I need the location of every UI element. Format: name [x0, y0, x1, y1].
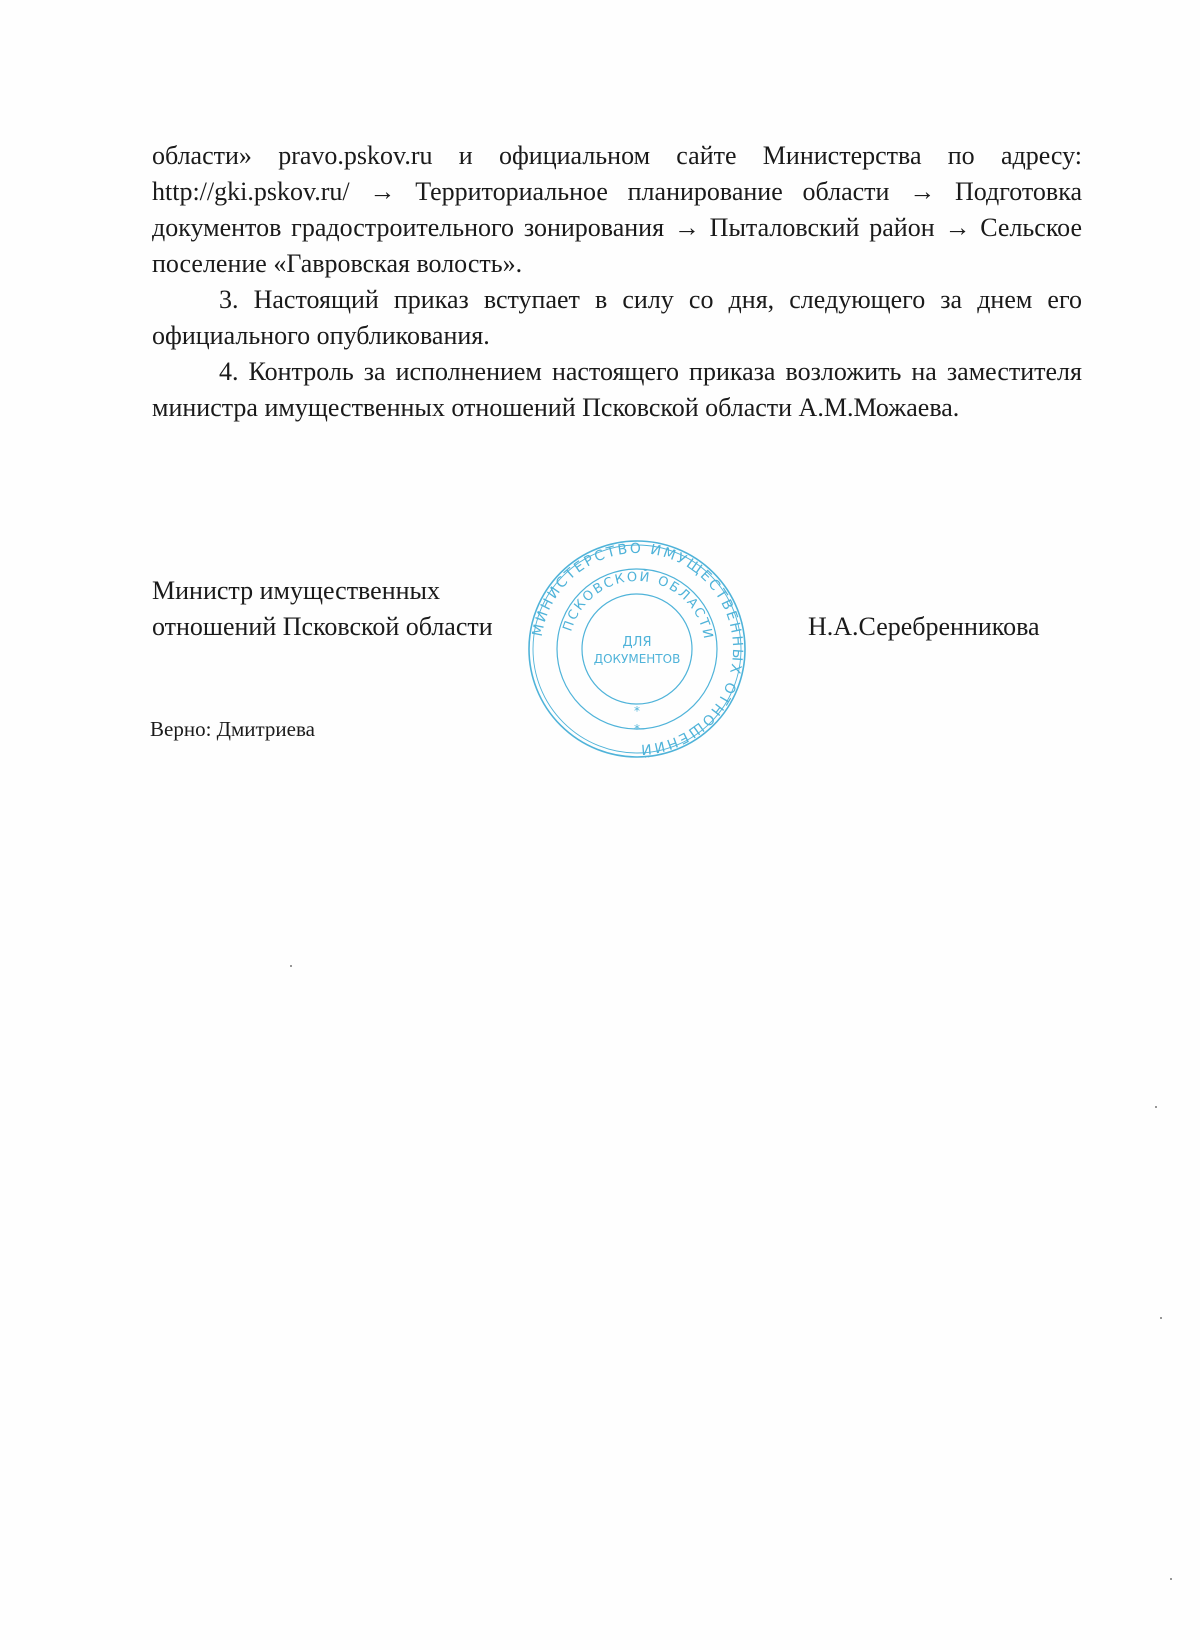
- stamp-star-2: *: [634, 722, 640, 736]
- scan-speck: [1160, 1317, 1162, 1319]
- scan-speck: [1155, 1106, 1157, 1108]
- paragraph-item-4: 4. Контроль за исполнением настоящего приказа возложить на заместителя министра имущественных отношений Псковской области А.М.Можаева.: [152, 357, 1082, 422]
- signatory-name: Н.А.Серебренникова: [808, 612, 1040, 641]
- stamp-center-line1: ДЛЯ: [622, 635, 652, 650]
- document-body: [152, 138, 1082, 426]
- verification-note: Верно: Дмитриева: [150, 717, 315, 741]
- stamp-inner-text: ПСКОВСКОЙ ОБЛАСТИ: [560, 569, 716, 642]
- signatory-position: [152, 573, 493, 645]
- paragraph-item-3: 3. Настоящий приказ вступает в силу со дня, следующего за днем его официального опубликования.: [152, 285, 1082, 350]
- stamp-center-line2: ДОКУМЕНТОВ: [593, 652, 681, 666]
- scan-speck: [1170, 1578, 1172, 1580]
- stamp-star-1: *: [634, 704, 640, 718]
- paragraph-continuation: области» pravo.pskov.ru и официальном сайте Министерства по адресу: http://gki.pskov.ru/ → Территориальное планирование области → Подготовка документов градостроительного зонирования → Пыталовский район → Сельское поселение «Гавровская волость».: [152, 141, 1082, 278]
- signatory-position-line2: отношений Псковской области: [152, 612, 493, 641]
- scan-speck: [290, 965, 292, 967]
- signatory-position-line1: Министр имущественных: [152, 576, 441, 605]
- stamp-outer-text: МИНИСТЕРСТВО ИМУЩЕСТВЕННЫХ ОТНОШЕНИЙ: [529, 540, 746, 758]
- official-stamp: [526, 538, 748, 760]
